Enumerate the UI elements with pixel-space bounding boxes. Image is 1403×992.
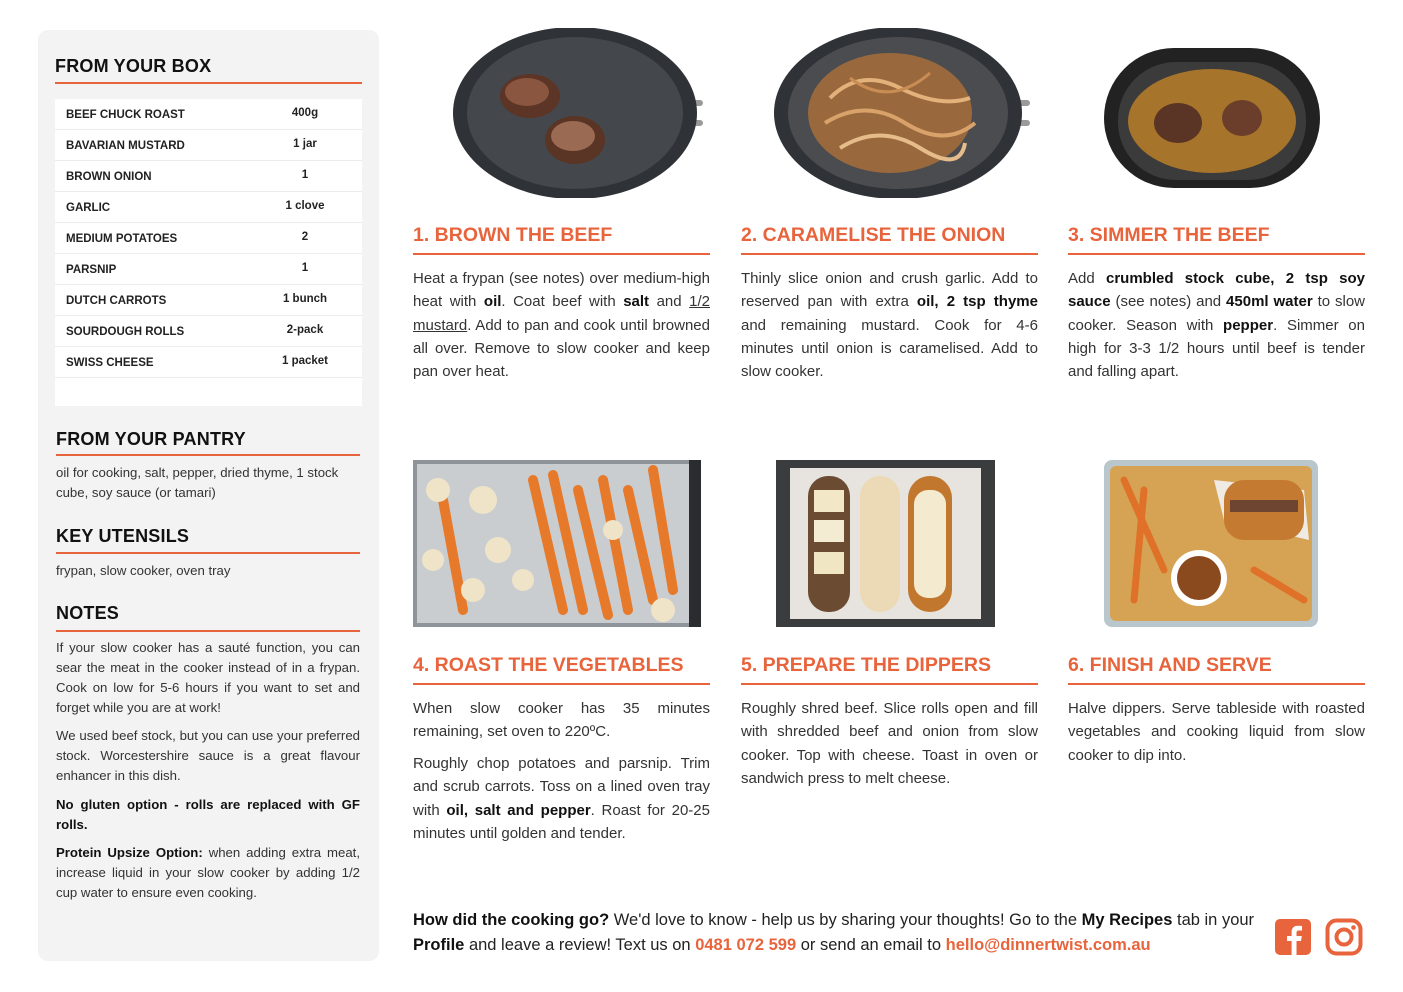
brown-beef-photo — [445, 28, 705, 198]
step-3-title: 3. SIMMER THE BEEF — [1068, 224, 1270, 246]
step-text: . Add to pan and cook until browned all over. Remove to slow cooker and keep pan over heat. — [413, 316, 710, 381]
facebook-icon[interactable] — [1274, 918, 1312, 956]
table-row — [55, 223, 362, 254]
step-2-body — [741, 267, 1038, 383]
step-rule — [741, 253, 1038, 255]
note-protein-text: when adding extra meat, increase liquid in your slow cooker by adding 1/2 cup water to ensure even cooking. — [56, 845, 360, 900]
ingredient-qty: 1 jar — [293, 138, 317, 150]
heading-rule — [56, 454, 360, 456]
ingredient-qty: 1 packet — [281, 355, 329, 367]
slow-cooker-photo — [1100, 28, 1324, 198]
step-text: Roughly chop potatoes and parsnip. Trim and scrub carrots. Toss on a lined oven tray with — [413, 755, 710, 819]
step-text: Thinly slice onion and crush garlic. Add to reserved pan with extra — [741, 270, 1038, 311]
note-stock: We used beef stock, but you can use your preferred stock. Worcestershire sauce is a great flavour enhancer in this dish. — [56, 728, 360, 783]
from-your-pantry-heading: FROM YOUR PANTRY — [56, 429, 246, 449]
step-bold: 450ml water — [1226, 293, 1313, 311]
heading-rule — [55, 82, 362, 84]
email-link[interactable]: hello@dinnertwist.com.au — [945, 936, 1151, 954]
step-6-title: 6. FINISH AND SERVE — [1068, 654, 1272, 676]
note-sauté: If your slow cooker has a sauté function, you can sear the meat in the cooker instead of in a frypan. Cook on low for 5-6 hours if you want to set and forget while you are at work! — [56, 640, 360, 715]
step-text: Heat a frypan (see notes) over medium-high heat with — [413, 270, 710, 311]
step-text: . Coat beef with — [501, 293, 624, 311]
prepare-dippers-photo — [776, 460, 995, 627]
pantry-text: oil for cooking, salt, pepper, dried thyme, 1 stock cube, soy sauce (or tamari) — [56, 465, 339, 500]
table-row — [55, 99, 362, 130]
ingredient-name: MEDIUM POTATOES — [66, 233, 178, 245]
step-rule — [413, 253, 710, 255]
table-row — [55, 347, 362, 378]
ingredient-name: DUTCH CARROTS — [66, 295, 167, 307]
phone-link[interactable]: 0481 072 599 — [695, 936, 797, 954]
step-bold: oil — [483, 293, 502, 311]
table-row — [55, 161, 362, 192]
step-text: . Simmer on high for 3-3 1/2 hours until beef is tender and falling apart. — [1068, 316, 1365, 381]
step-underline: 1/2 mustard — [413, 293, 710, 334]
step-1-title: 1. BROWN THE BEEF — [413, 224, 613, 246]
key-utensils-heading: KEY UTENSILS — [56, 526, 190, 546]
note-protein — [56, 843, 360, 903]
ingredient-qty: 2-pack — [286, 324, 324, 336]
ingredients-table — [55, 99, 362, 406]
step-bold: crumbled stock cube, 2 tsp soy sauce — [1068, 270, 1365, 311]
roast-vegetables-photo — [413, 460, 701, 627]
step-5-body: Roughly shred beef. Slice rolls open and fill with shredded beef and onion from slow cooker. Top with cheese. Toast in oven or sandwich press to melt cheese. — [741, 700, 1038, 787]
finish-serve-photo — [1104, 460, 1318, 627]
step-bold: salt — [623, 293, 650, 311]
heading-rule — [56, 630, 360, 632]
table-row — [55, 130, 362, 161]
step-bold: oil, salt and pepper — [446, 801, 591, 819]
footer-text: or send an email to — [796, 936, 946, 954]
note-gluten: No gluten option - rolls are replaced with GF rolls. — [56, 797, 360, 832]
notes-heading: NOTES — [56, 603, 120, 623]
note-protein-label: Protein Upsize Option: — [56, 845, 203, 860]
ingredient-name: BAVARIAN MUSTARD — [66, 140, 185, 152]
step-5-title: 5. PREPARE THE DIPPERS — [741, 654, 991, 676]
ingredient-name: SOURDOUGH ROLLS — [66, 326, 185, 338]
feedback-footer — [413, 908, 1263, 958]
caramelised-onion-photo — [770, 28, 1032, 198]
ingredient-name: GARLIC — [66, 202, 111, 214]
step-text: to slow cooker. Season with — [1068, 293, 1365, 334]
step-text: and remaining mustard. Cook for 4-6 minutes until onion is caramelised. Add to slow cooker. — [741, 316, 1038, 381]
step-rule — [413, 683, 710, 685]
table-row — [55, 192, 362, 223]
ingredient-name: PARSNIP — [66, 264, 117, 276]
step-1-body — [413, 267, 710, 383]
table-row — [55, 316, 362, 347]
ingredient-name: BEEF CHUCK ROAST — [66, 109, 185, 121]
step-bold: oil, 2 tsp thyme — [916, 293, 1038, 311]
my-recipes-label: My Recipes — [1081, 911, 1173, 929]
table-row — [55, 285, 362, 316]
table-row — [55, 254, 362, 285]
heading-rule — [56, 552, 360, 554]
footer-question: How did the cooking go? — [413, 911, 610, 929]
ingredient-qty: 400g — [291, 107, 319, 119]
ingredient-qty: 1 clove — [285, 200, 325, 212]
step-bold: pepper — [1223, 316, 1274, 334]
ingredient-qty: 1 bunch — [282, 293, 328, 305]
ingredient-qty: 1 — [301, 169, 309, 181]
step-4-body-1: When slow cooker has 35 minutes remaining, set oven to 220ºC. — [413, 700, 710, 741]
profile-label: Profile — [413, 936, 465, 954]
step-text: Add — [1068, 270, 1106, 287]
step-rule — [1068, 683, 1365, 685]
step-rule — [1068, 253, 1365, 255]
ingredient-name: SWISS CHEESE — [66, 357, 154, 369]
footer-text: tab in your — [1172, 911, 1255, 929]
ingredient-qty: 1 — [301, 262, 309, 274]
from-your-box-heading: FROM YOUR BOX — [55, 56, 212, 76]
step-2-title: 2. CARAMELISE THE ONION — [741, 224, 1006, 246]
step-6-body: Halve dippers. Serve tableside with roasted vegetables and cooking liquid from slow cooker to dip into. — [1068, 700, 1365, 764]
step-4-body-2 — [413, 752, 710, 845]
step-text: (see notes) and — [1110, 293, 1227, 311]
step-4-title: 4. ROAST THE VEGETABLES — [413, 654, 684, 676]
footer-text: We'd love to know - help us by sharing your thoughts! Go to the — [609, 911, 1082, 929]
utensils-text: frypan, slow cooker, oven tray — [56, 563, 231, 578]
step-text: and — [649, 293, 690, 311]
ingredient-qty: 2 — [301, 231, 309, 243]
ingredient-name: BROWN ONION — [66, 171, 152, 183]
step-rule — [741, 683, 1038, 685]
instagram-icon[interactable] — [1325, 918, 1363, 956]
step-text: . Roast for 20-25 minutes until golden and tender. — [413, 801, 710, 842]
footer-text: and leave a review! Text us on — [464, 936, 696, 954]
step-3-body — [1068, 267, 1365, 383]
